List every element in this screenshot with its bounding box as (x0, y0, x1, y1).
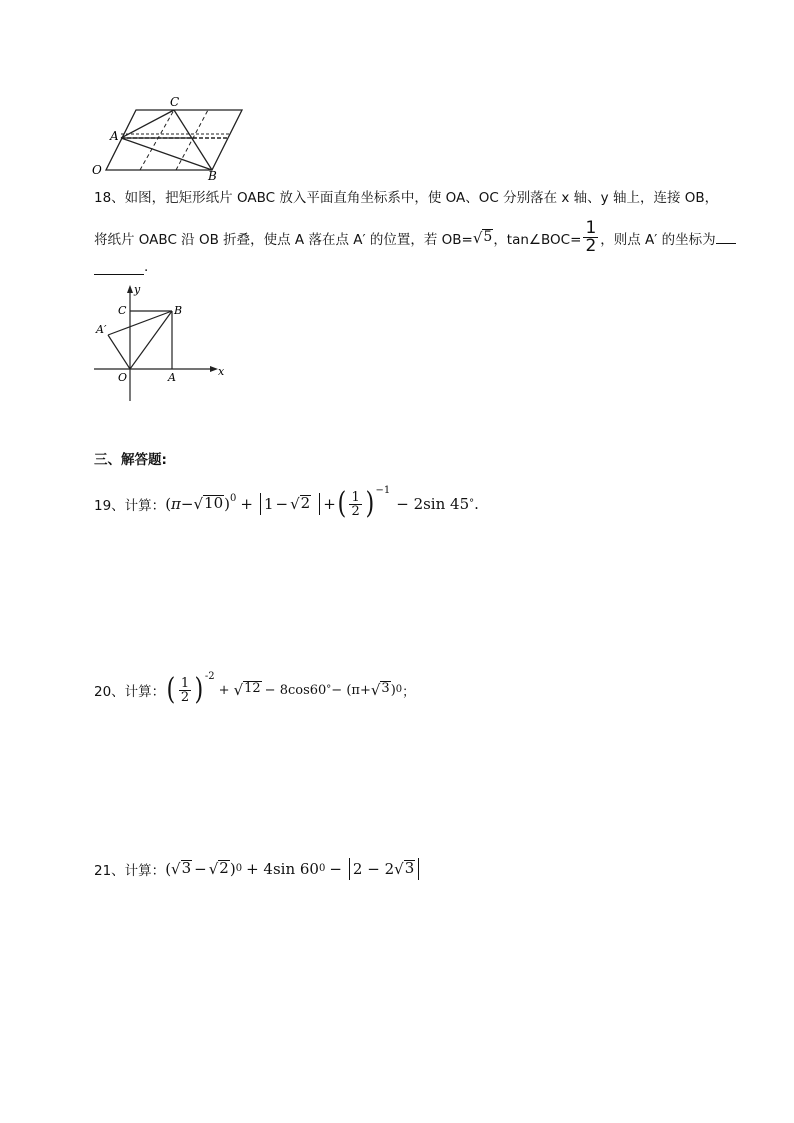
q20-prefix: 20、计算： (94, 684, 166, 700)
q20-expression: ( $\frac{1}{2}$ ) -2 + √ 12 − 8cos60 ° − (π+ √ 3 ) 0 ； (166, 671, 416, 707)
label-b: B (208, 169, 217, 180)
q21-expression: ( √ 3 − √ 2 ) 0 + 4sin 60 0 − 2 − 2 √ 3 (165, 858, 422, 880)
label-o2: O (118, 371, 128, 384)
q21 (94, 852, 422, 886)
figure-coordinate (90, 283, 230, 405)
q18-line2-a: 将纸片 OABC 沿 OB 折叠，使点 A 落在点 A′ 的位置，若 OB= (94, 231, 473, 248)
figure-parallelogram (88, 92, 248, 180)
q19-expression: ( π − √ 10 ) 0 + 1 − √ 2 + ( $\frac{1}{2}$ ) −1 − 2sin 45 ° . (165, 485, 479, 521)
label-aprime: A′ (96, 323, 107, 336)
label-x: x (218, 365, 225, 378)
label-c: C (170, 95, 180, 109)
label-a: A (110, 129, 119, 143)
q18-answer-blank-2[interactable] (94, 262, 144, 275)
label-c2: C (118, 304, 127, 317)
q18-line1: 18、如图，把矩形纸片 OABC 放入平面直角坐标系中，使 OA、OC 分别落在 x 轴、y 轴上，连接 OB， (94, 190, 719, 206)
q18-fraction: $\frac{1}{2}$ (585, 218, 597, 256)
q18-answer-blank-1[interactable] (716, 231, 736, 244)
q18-sqrt5: √ 5 (472, 228, 493, 247)
label-o: O (92, 163, 102, 177)
q20 (94, 670, 415, 710)
q18-line2 (94, 220, 736, 255)
q18-line3: . (94, 259, 148, 275)
label-y: y (134, 283, 141, 296)
section-title: 三、解答题: (94, 452, 167, 468)
q18-line2-b: ，tan∠BOC= (493, 231, 582, 248)
q18-line2-c: ，则点 A′ 的坐标为 (600, 231, 716, 248)
q19-prefix: 19、计算： (94, 498, 166, 514)
label-b2: B (174, 304, 183, 317)
label-a2: A (168, 371, 176, 384)
q19 (94, 484, 479, 524)
q21-prefix: 21、计算： (94, 863, 166, 879)
